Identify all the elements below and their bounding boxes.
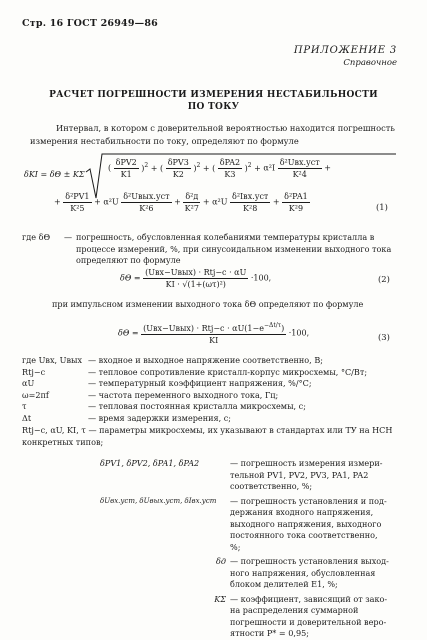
pulse-text: при импульсном изменении выходного тока δΘ определяют по формуле (52, 299, 364, 309)
legend-item: δд — погрешность установления выход- ного напряжения, обусловленная блоком делителей E1, %; (215, 556, 389, 589)
formula-1-row2: + $\frac{\text{δ²PV1}}{\text{K²5}}$ + α²U $\frac{\text{δ²Uвых.уст}}{\text{K²6}}$ + $\frac{\text{δ²д}}{\text{K²7}}$ + α²U $\frac{\text{δ²Iвх.уст}}{\text{K²8}}$ + $\frac{\text{δ²PA1}}{\text{K²9}}$ (54, 192, 308, 213)
legend-item: KΣ — коэффициент, зависящий от зако- на распределения суммарной погрешности и доверительной веро- ятности P* = 0,95; (214, 593, 388, 638)
formula-3: δΘ = $\frac{(Uвх-Uвых) \cdot Rtj-c \cdot \alpha U(1-e^{-\Delta t/\tau})}{KI}$ ·100, (118, 322, 310, 345)
params-line: Rtj−c, αU, KI, τ — параметры микросхемы, их указывают в стандартах или ТУ на НСН конкретных типов; (22, 425, 393, 447)
equation-number-1: (1) (376, 202, 388, 212)
definition-row: Rtj−c — тепловое сопротивление кристалл-корпус микросхемы, °С/Вт; (22, 366, 368, 377)
definitions-list (22, 355, 407, 424)
definition-row: αU — температурный коэффициент напряжения, %/°С; (22, 378, 312, 388)
where-theta-symbol: где δΘ (22, 232, 51, 242)
definition-row: Δt — время задержки измерения, с; (22, 412, 232, 423)
fraction-pv2: $\frac{\text{δPV2}}{K1}$ (115, 158, 137, 179)
section-title-line1: РАСЧЕТ ПОГРЕШНОСТИ ИЗМЕРЕНИЯ НЕСТАБИЛЬНОСТИ (49, 90, 378, 100)
where-theta-dash: — (64, 232, 73, 242)
appendix-type: Справочное (343, 58, 397, 68)
formula-1-lhs: δKI = δΘ ± KΣ (24, 170, 85, 179)
fraction-uvyx-ust: $\frac{\text{δ²Uвых.уст}}{\text{K²6}}$ (123, 192, 170, 213)
fraction-ivx-ust: $\frac{\text{δ²Iвх.уст}}{\text{K²8}}$ (232, 192, 269, 213)
fraction-d: $\frac{\text{δ²д}}{\text{K²7}}$ (184, 192, 199, 213)
legend-block (100, 458, 406, 640)
equation-number-3: (3) (378, 332, 390, 342)
formula-1-row1: ( $\frac{\text{δPV2}}{K1}$ )$^2$ + ( $\frac{\text{δPV3}}{K2}$ )$^2$ + ( $\frac{\text{δPA2}}{K3}$ )$^2$ + α²I $\frac{\text{δ²Uвх.уст}}{\text{K²4}}$ + (108, 158, 331, 179)
where-theta-text: погрешность, обусловленная колебаниями температуры кристалла в процессе измерений, %, при синусоидальном изменении выходного тока определяют по формуле (76, 232, 392, 265)
fraction-pv1: $\frac{\text{δ²PV1}}{\text{K²5}}$ (65, 192, 90, 213)
equation-number-2: (2) (378, 274, 390, 284)
formula-2: δΘ = $\frac{\text{(Uвх−Uвых) · Rtj−c · αU}}{\text{KI · √(1+(ωτ)²)}}$ ·100, (120, 268, 272, 289)
definition-row: где Uвх, Uвых — входное и выходное напряжение соответственно, В; (22, 355, 323, 365)
fraction-pa1: $\frac{\text{δ²PA1}}{\text{K²9}}$ (284, 192, 308, 213)
section-title-line2: ПО ТОКУ (187, 102, 240, 112)
page-header: Стр. 16 ГОСТ 26949—86 (22, 18, 158, 29)
fraction-uvx-ust: $\frac{\text{δ²Uвх.уст}}{\text{K²4}}$ (279, 158, 320, 179)
intro-paragraph: Интервал, в котором с доверительной вероятностью находится погрешность измерения нестабильности по току, определяют по формуле (30, 123, 395, 146)
legend-item: δUвх.уст, δUвых.уст, δIвх.уст — погрешность установления и под- держания входного напряжения, выходного напряжения, выходного постоянного тока соответственно, %; (100, 495, 387, 552)
formula-1 (24, 150, 404, 230)
definition-row: ω=2πf — частота переменного выходного тока, Гц; (22, 389, 279, 400)
definition-row: τ — тепловая постоянная кристалла микросхемы, с; (22, 401, 306, 411)
formula-3-fraction: $\frac{(Uвх-Uвых) \cdot Rtj-c \cdot \alpha U(1-e^{-\Delta t/\tau})}{KI}$ (143, 322, 285, 345)
legend-item: δPV1, δPV2, δPA1, δPA2 — погрешность измерения измери- тельной PV1, PV2, PV3, PA1, PA2 соответственно, %; (100, 458, 383, 491)
formula-2-fraction: $\frac{\text{(Uвх−Uвых) · Rtj−c · αU}}{\text{KI · √(1+(ωτ)²)}}$ (145, 268, 247, 289)
appendix-title: ПРИЛОЖЕНИЕ 3 (293, 45, 397, 56)
fraction-pv3: $\frac{\text{δPV3}}{K2}$ (167, 158, 189, 179)
fraction-pa2: $\frac{\text{δPA2}}{K3}$ (219, 158, 241, 179)
